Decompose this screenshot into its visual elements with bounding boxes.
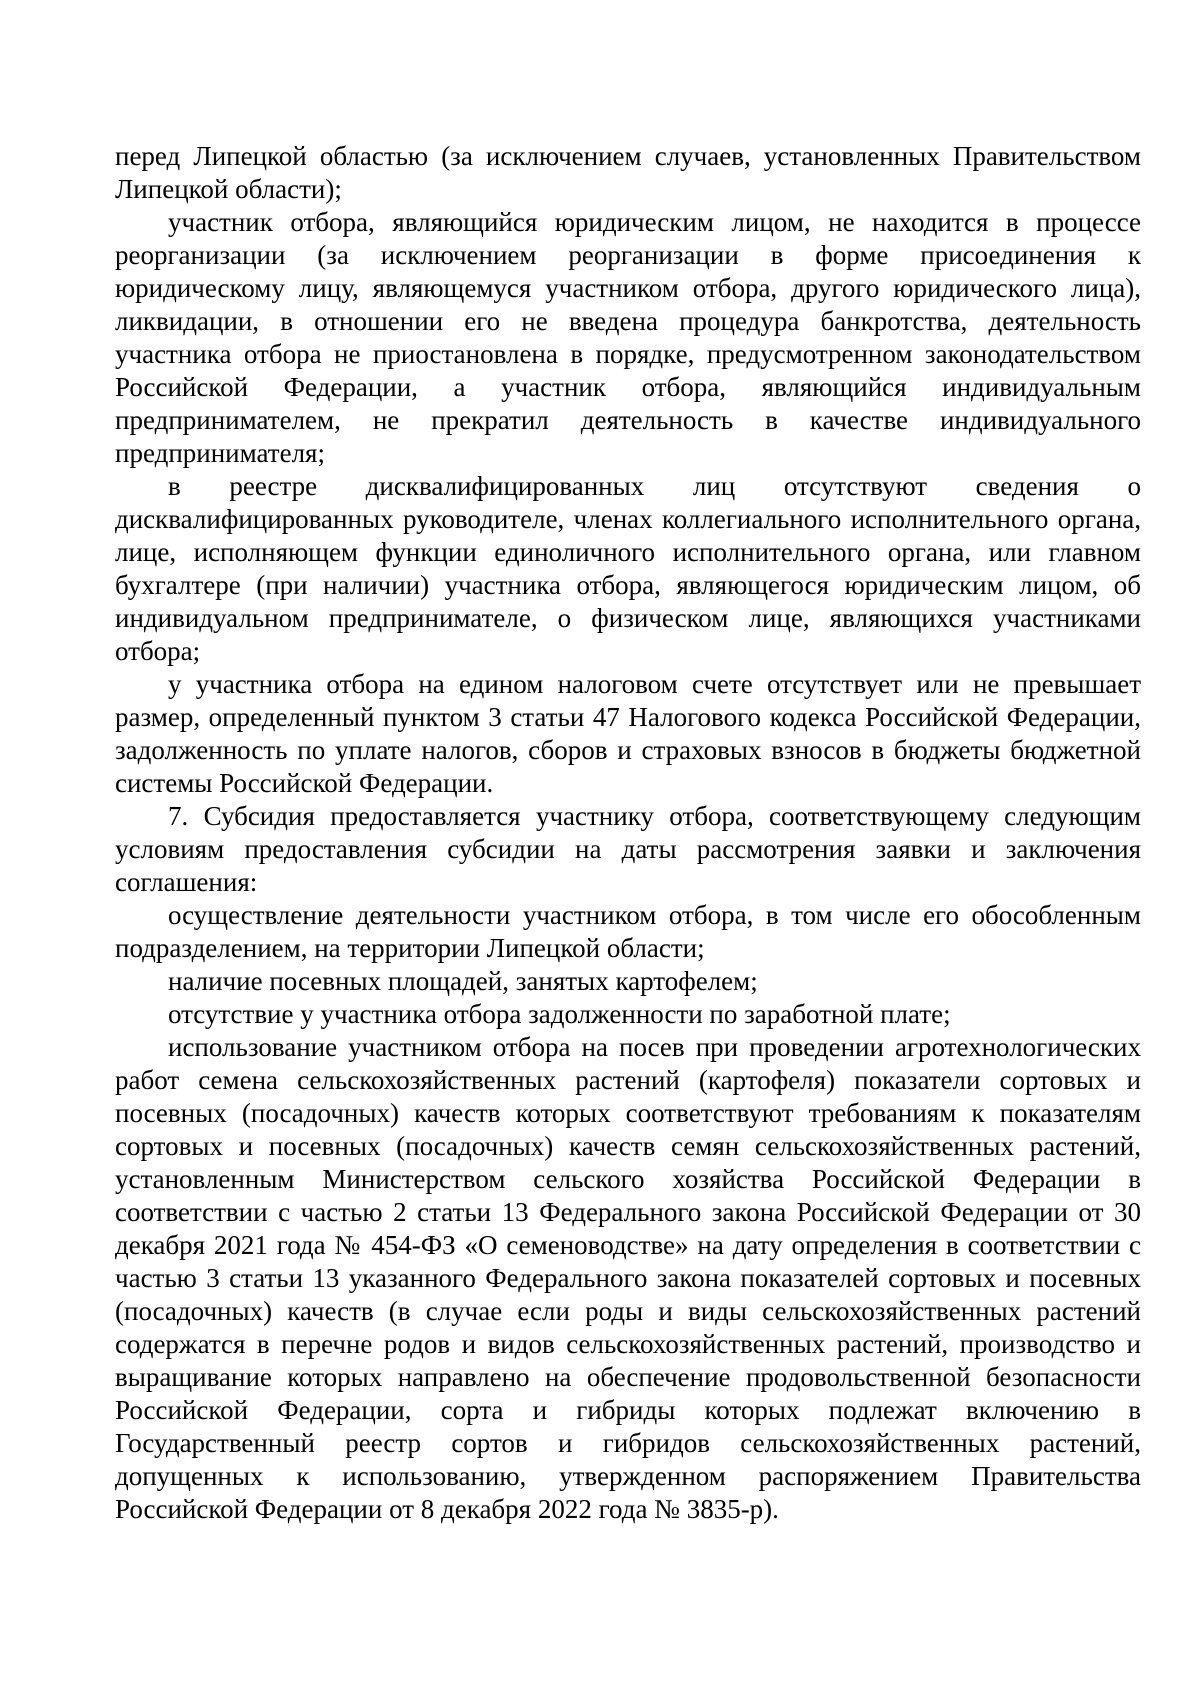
document-page (115, 140, 1141, 1526)
paragraph-disqualified-registry: в реестре дисквалифицированных лиц отсутствуют сведения о дисквалифицированных руководителе, членах коллегиального исполнительного органа, лице, исполняющем функции единоличного исполнительного органа, или главном бухгалтере (при наличии) участника отбора, являющегося юридическим лицом, об индивидуальном предпринимателе, о физическом лице, являющихся участниками отбора; (115, 471, 1141, 666)
paragraph-potato-areas: наличие посевных площадей, занятых картофелем; (168, 966, 758, 996)
paragraph-not-in-reorganization: участник отбора, являющийся юридическим лицом, не находится в процессе реорганизации (за исключением реорганизации в форме присоединения к юридическому лицу, являющемуся участником отбора, другого юридического лица), ликвидации, в отношении его не введена процедура банкротства, деятельность участника отбора не приостановлена в порядке, предусмотренном законодательством Российской Федерации, а участник отбора, являющийся индивидуальным предпринимателем, не прекратил деятельность в качестве индивидуального предпринимателя; (115, 207, 1141, 468)
paragraph-activity-territory: осуществление деятельности участником отбора, в том числе его обособленным подразделением, на территории Липецкой области; (115, 900, 1141, 963)
paragraph-item-7: 7. Субсидия предоставляется участнику отбора, соответствующему следующим условиям предоставления субсидии на даты рассмотрения заявки и заключения соглашения: (115, 801, 1141, 897)
paragraph-tax-debt: у участника отбора на едином налоговом счете отсутствует или не превышает размер, определенный пунктом 3 статьи 47 Налогового кодекса Российской Федерации, задолженность по уплате налогов, сборов и страховых взносов в бюджеты бюджетной системы Российской Федерации. (115, 669, 1141, 798)
paragraph-no-wage-debt: отсутствие у участника отбора задолженности по заработной плате; (168, 999, 951, 1029)
paragraph-seed-requirements: использование участником отбора на посев при проведении агротехнологических работ семена сельскохозяйственных растений (картофеля) показатели сортовых и посевных (посадочных) качеств которых соответствуют требованиям к показателям сортовых и посевных (посадочных) качеств семян сельскохозяйственных растений, установленным Министерством сельского хозяйства Российской Федерации в соответствии с частью 2 статьи 13 Федерального закона Российской Федерации от 30 декабря 2021 года № 454-ФЗ «О семеноводстве» на дату определения в соответствии с частью 3 статьи 13 указанного Федерального закона показателей сортовых и посевных (посадочных) качеств (в случае если роды и виды сельскохозяйственных растений содержатся в перечне родов и видов сельскохозяйственных растений, производство и выращивание которых направлено на обеспечение продовольственной безопасности Российской Федерации, сорта и гибриды которых подлежат включению в Государственный реестр сортов и гибридов сельскохозяйственных растений, допущенных к использованию, утвержденном распоряжением Правительства Российской Федерации от 8 декабря 2022 года № 3835-р). (115, 1032, 1141, 1524)
paragraph-continuation: перед Липецкой областью (за исключением случаев, установленных Правительством Липецкой области); (115, 141, 1141, 204)
